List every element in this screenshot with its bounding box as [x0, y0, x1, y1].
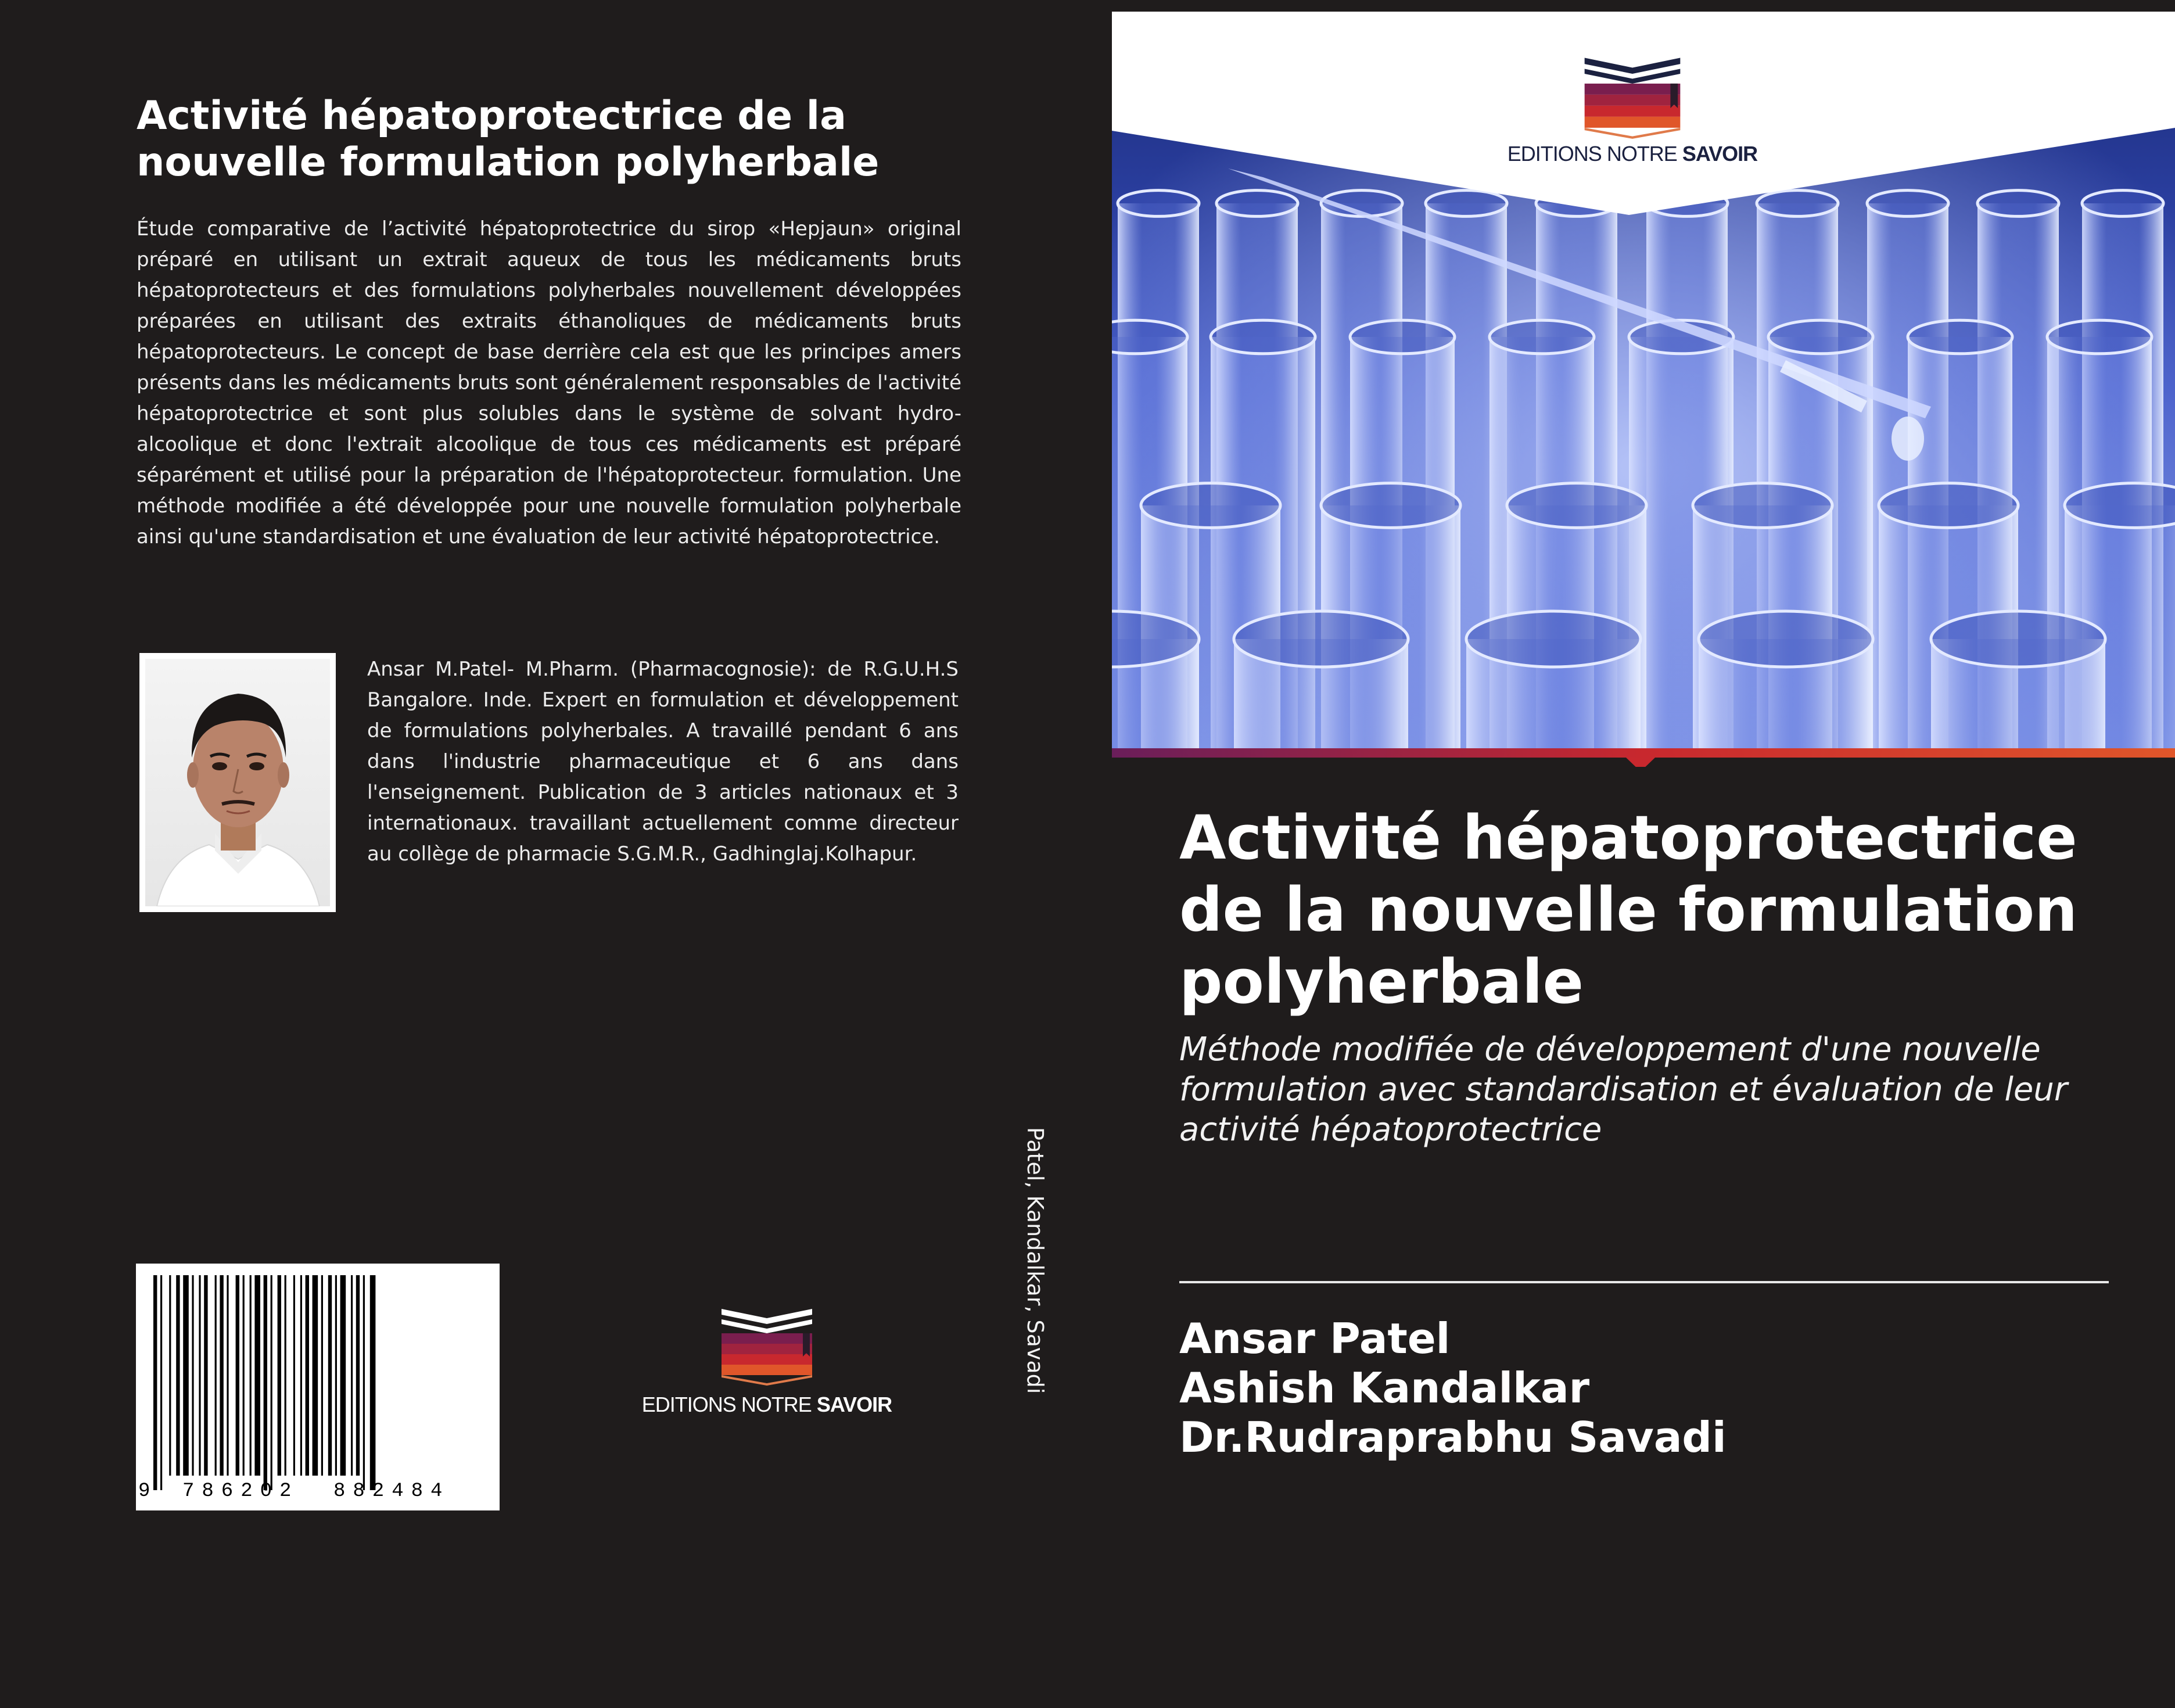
barcode-digits-right: 882484	[333, 1480, 450, 1502]
back-cover-title: Activité hépatoprotectrice de la nouvelle formulation polyherbale	[137, 93, 880, 185]
barcode-digit-first: 9	[138, 1480, 150, 1502]
front-cover-title: Activité hépatoprotectrice de la nouvelle formulation polyherbale	[1179, 802, 2078, 1017]
front-cover-divider	[1179, 1281, 2109, 1283]
publisher-name-back	[633, 1393, 900, 1417]
author-name: Ashish Kandalkar	[1179, 1363, 1590, 1412]
author-bio: Ansar M.Patel- M.Pharm. (Pharmacognosie): de R.G.U.H.S Bangalore. Inde. Expert en formulation et développement de formulations polyherbales. A travaillé pendant 6 ans dans l'industrie pharmaceutique et 6 ans dans l'enseignement. Publication de 3 articles nationaux et 3 internationaux. travaillant actuellement comme directeur au collège de pharmacie S.G.M.R., Gadhinglaj.Kolhapur.	[367, 658, 959, 866]
publisher-name-bold: SAVOIR	[816, 1393, 892, 1416]
barcode	[136, 1264, 500, 1510]
publisher-logo-front	[1487, 52, 1778, 166]
publisher-name-regular: EDITIONS NOTRE	[641, 1393, 817, 1416]
author-name: Dr.Rudraprabhu Savadi	[1179, 1413, 1727, 1462]
publisher-logo-back	[633, 1304, 900, 1417]
front-cover-subtitle: Méthode modifiée de développement d'une nouvelle formulation avec standardisation et évaluation de leur activité hépatoprotectrice	[1179, 1031, 2068, 1149]
author-name: Ansar Patel	[1179, 1314, 1451, 1363]
author-portrait-image	[145, 659, 330, 906]
author-photo	[139, 653, 336, 912]
front-cover-authors	[1179, 1314, 2155, 1462]
spine-authors: Patel, Kandalkar, Savadi	[1022, 1127, 1048, 1394]
barcode-digits-left: 786202	[182, 1480, 299, 1502]
book-stack-logo-icon	[1577, 52, 1688, 139]
publisher-name-bold: SAVOIR	[1682, 142, 1758, 166]
barcode-graphic	[136, 1264, 500, 1510]
publisher-name-regular: EDITIONS NOTRE	[1507, 142, 1682, 166]
book-stack-logo-icon	[715, 1304, 819, 1386]
back-cover-summary: Étude comparative de l’activité hépatoprotectrice du sirop «Hepjaun» original préparé en utilisant un extrait aqueux de tous les médicaments bruts hépatoprotecteurs et des formulations polyherbales nouvellement développées préparées en utilisant des extraits éthanoliques de médicaments bruts hépatoprotecteurs. Le concept de base derrière cela est que les principes amers présents dans les médicaments bruts sont généralement responsables de l'activité hépatoprotectrice et sont plus solubles dans le système de solvant hydro-alcoolique et donc l'extrait alcoolique de tous ces médicaments est préparé séparément et utilisé pour la préparation de l'hépatoprotecteur. formulation. Une méthode modifiée a été développée pour une nouvelle formulation polyherbale ainsi qu'une standardisation et une évaluation de leur activité hépatoprotectrice.	[137, 217, 961, 548]
publisher-name-front	[1487, 142, 1778, 166]
